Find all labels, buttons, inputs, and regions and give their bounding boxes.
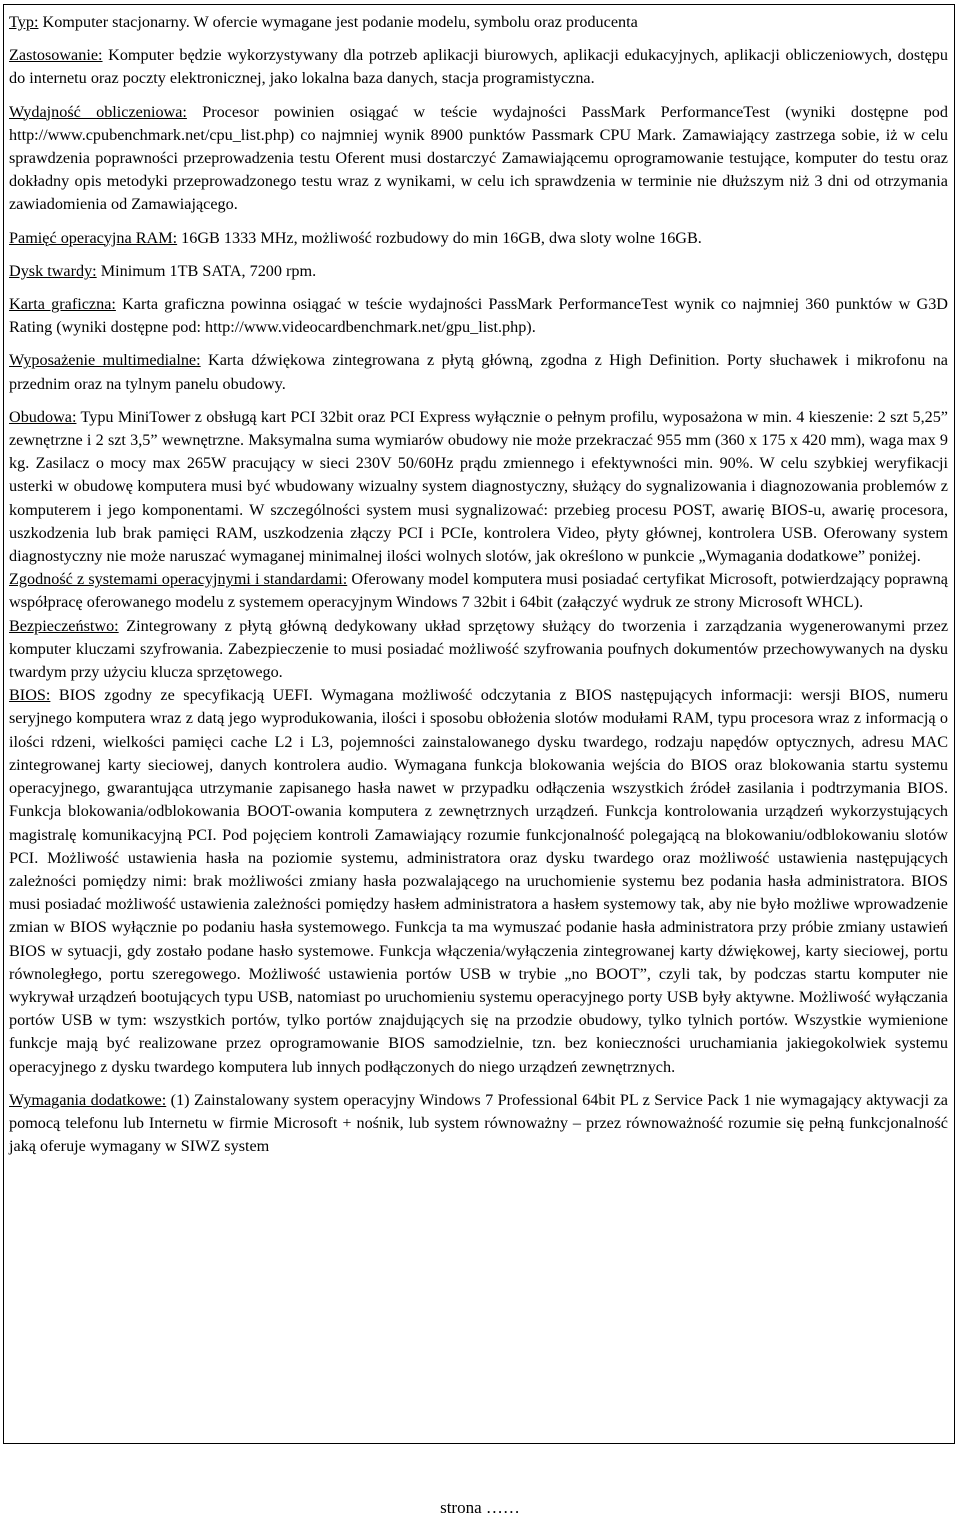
- section-text: Oferowany model komputera musi posiadać certyfikat Microsoft, potwierdzający poprawną współpracę oferowanego modelu z systemem operacyjnym Windows 7 32bit i 64bit (załączyć wydruk ze strony Microsoft WHCL).: [9, 570, 948, 612]
- section-performance: [9, 101, 948, 217]
- section-text: Karta dźwiękowa zintegrowana z płytą główną, zgodna z High Definition. Porty słuchawek i mikrofonu na przednim oraz na tylnym panelu obudowy.: [9, 351, 948, 393]
- section-heading: Wydajność obliczeniowa:: [9, 102, 187, 121]
- section-text: Minimum 1TB SATA, 7200 rpm.: [96, 261, 317, 280]
- section-heading: BIOS:: [9, 686, 51, 705]
- section-text: 16GB 1333 MHz, możliwość rozbudowy do min 16GB, dwa sloty wolne 16GB.: [177, 228, 702, 247]
- section-ram: [9, 227, 948, 250]
- section-heading: Typ:: [9, 13, 39, 31]
- section-heading: Wymagania dodatkowe:: [9, 1090, 167, 1109]
- section-text: Karta graficzna powinna osiągać w teście wydajności PassMark PerformanceTest wynik co najmniej 360 punktów w G3D Rating (wyniki dostępne pod: http://www.videocardbenchmark.net/gpu_list.php).: [9, 295, 948, 337]
- section-heading: Pamięć operacyjna RAM:: [9, 228, 178, 247]
- section-heading: Obudowa:: [9, 407, 77, 426]
- section-heading: Dysk twardy:: [9, 261, 97, 280]
- section-graphics: [9, 293, 948, 339]
- section-type: [9, 11, 948, 34]
- section-heading: Wyposażenie multimedialne:: [9, 351, 201, 370]
- section-text: Procesor powinien osiągać w teście wydajności PassMark PerformanceTest (wyniki dostępne pod http://www.cpubenchmark.net/cpu_list.php) co najmniej wynik 8900 punktów Passmark CPU Mark. Zamawiający zastrzega sobie, iż w celu sprawdzenia poprawności przeprowadzenia testu Oferent musi dostarczyć Zamawiającemu oprogramowanie testujące, komputer do testu oraz dokładny opis metodyki przeprowadzonego testu wraz z wynikami, w celu ich sprawdzenia w terminie nie dłuższym niż 3 dni od otrzymania zawiadomienia od Zamawiającego.: [9, 102, 948, 214]
- page-footer: strona ……: [440, 1498, 520, 1517]
- section-text: (1) Zainstalowany system operacyjny Windows 7 Professional 64bit PL z Service Pack 1 nie wymagający aktywacji za pomocą telefonu lub Internetu w firmie Microsoft + nośnik, lub system równoważny – przez równoważność rozumie się pełną funkcjonalność jaką oferuje wymagany w SIWZ system: [9, 1090, 948, 1156]
- section-compatibility: [9, 568, 948, 614]
- section-multimedia: [9, 349, 948, 395]
- section-text: Typu MiniTower z obsługą kart PCI 32bit oraz PCI Express wyłącznie o pełnym profilu, wyposażona w min. 4 kieszenie: 2 szt 5,25” zewnętrzne i 2 szt 3,5” wewnętrzne. Maksymalna suma wymiarów obudowy nie może przekraczać 955 mm (360 x 175 x 420 mm), waga max 9 kg. Zasilacz o mocy max 265W pracujący w sieci 230V 50/60Hz prądu zmiennego i efektywności min. 90%. W celu szybkiej weryfikacji usterki w obudowę komputera musi być wbudowany wizualny system diagnostyczny, służący do sygnalizowania i diagnozowania problemów z komputerem i jego komponentami. W szczególności system musi sygnalizować: przebieg procesu POST, awarię BIOS-u, awarię procesora, uszkodzenia lub brak pamięci RAM, uszkodzenia złączy PCI i PCIe, kontrolera Video, płyty głównej, kontrolera USB. Oferowany system diagnostyczny nie może naruszać wymaganej minimalnej ilości wolnych slotów, jak określono w punkcie „Wymagania dodatkowe” poniżej.: [9, 407, 948, 566]
- section-security: [9, 615, 948, 685]
- section-heading: Bezpieczeństwo:: [9, 616, 119, 635]
- section-text: BIOS zgodny ze specyfikacją UEFI. Wymagana możliwość odczytania z BIOS następujących informacji: wersji BIOS, numeru seryjnego komputera wraz z datą jego wyprodukowania, ilości i sposobu obłożenia slotów modułami RAM, typu procesora wraz z informacją o ilości rdzeni, wielkości pamięci cache L2 i L3, pojemności zainstalowanego dysku twardego, rodzaju napędów optycznych, adresu MAC zintegrowanej karty sieciowej, danych kontrolera audio. Wymagana funkcja blokowania wejścia do BIOS oraz blokowania startu systemu operacyjnego, gwarantująca utrzymanie zapisanego hasła nawet w przypadku odłączenia wszystkich źródeł zasilania i podtrzymania BIOS. Funkcja blokowania/odblokowania BOOT-owania komputera z zewnętrznych urządzeń. Funkcja kontrolowania urządzeń wykorzystujących magistralę komunikacyjną PCI. Pod pojęciem kontroli Zamawiający rozumie funkcjonalność polegającą na blokowaniu/odblokowaniu slotów PCI. Możliwość ustawienia hasła na poziomie systemu, administratora oraz dysku twardego oraz możliwość ustawienia następujących zależności pomiędzy nimi: brak możliwości zmiany hasła pozwalającego na uruchomienie systemu bez podania hasła administratora. BIOS musi posiadać możliwość ustawienia zależności pomiędzy hasłem administratora a hasłem systemowy tak, aby nie było możliwe wprowadzenie zmian w BIOS wyłącznie po podaniu hasła systemowego. Funkcja ta ma wymuszać podanie hasła administratora przy próbie zmiany ustawień BIOS w sytuacji, gdy zostało podane hasło systemowe. Funkcja włączenia/wyłączenia zintegrowanej karty dźwiękowej, karty sieciowej, portu równoległego, portu szeregowego. Możliwość ustawienia portów USB w trybie „no BOOT”, czyli tak, by podczas startu komputer nie wykrywał urządzeń bootujących typu USB, natomiast po uruchomieniu systemu operacyjnego porty USB były aktywne. Możliwość wyłączania portów USB w tym: wszystkich portów, tylko portów znajdujących się na przodzie obudowy, tylko tylnich portów. Wszystkie wymienione funkcje mają być realizowane przez oprogramowanie BIOS samodzielnie, tzn. bez konieczności uruchamiania jakiegokolwiek systemu operacyjnego z dysku twardego komputera lub innych podłączonych do niego urządzeń zewnętrznych.: [9, 686, 948, 1076]
- specification-box: [3, 4, 955, 1444]
- section-heading: Zastosowanie:: [9, 46, 103, 65]
- section-heading: Karta graficzna:: [9, 295, 116, 314]
- section-usage: [9, 44, 948, 90]
- section-additional: [9, 1089, 948, 1159]
- section-text: Komputer stacjonarny. W ofercie wymagane jest podanie modelu, symbolu oraz producenta: [38, 13, 638, 31]
- section-heading: Zgodność z systemami operacyjnymi i standardami:: [9, 570, 348, 589]
- section-bios: [9, 684, 948, 1078]
- section-case: [9, 406, 948, 568]
- section-text: Komputer będzie wykorzystywany dla potrzeb aplikacji biurowych, aplikacji edukacyjnych, aplikacji obliczeniowych, dostępu do internetu oraz poczty elektronicznej, jako lokalna baza danych, stacja programistyczna.: [9, 46, 948, 88]
- section-text: Zintegrowany z płytą główną dedykowany układ sprzętowy służący do tworzenia i zarządzania wygenerowanymi przez komputer kluczami szyfrowania. Zabezpieczenie to musi posiadać możliwość szyfrowania poufnych dokumentów przechowywanych na dysku twardym przy użyciu klucza sprzętowego.: [9, 616, 948, 682]
- section-disk: [9, 260, 948, 283]
